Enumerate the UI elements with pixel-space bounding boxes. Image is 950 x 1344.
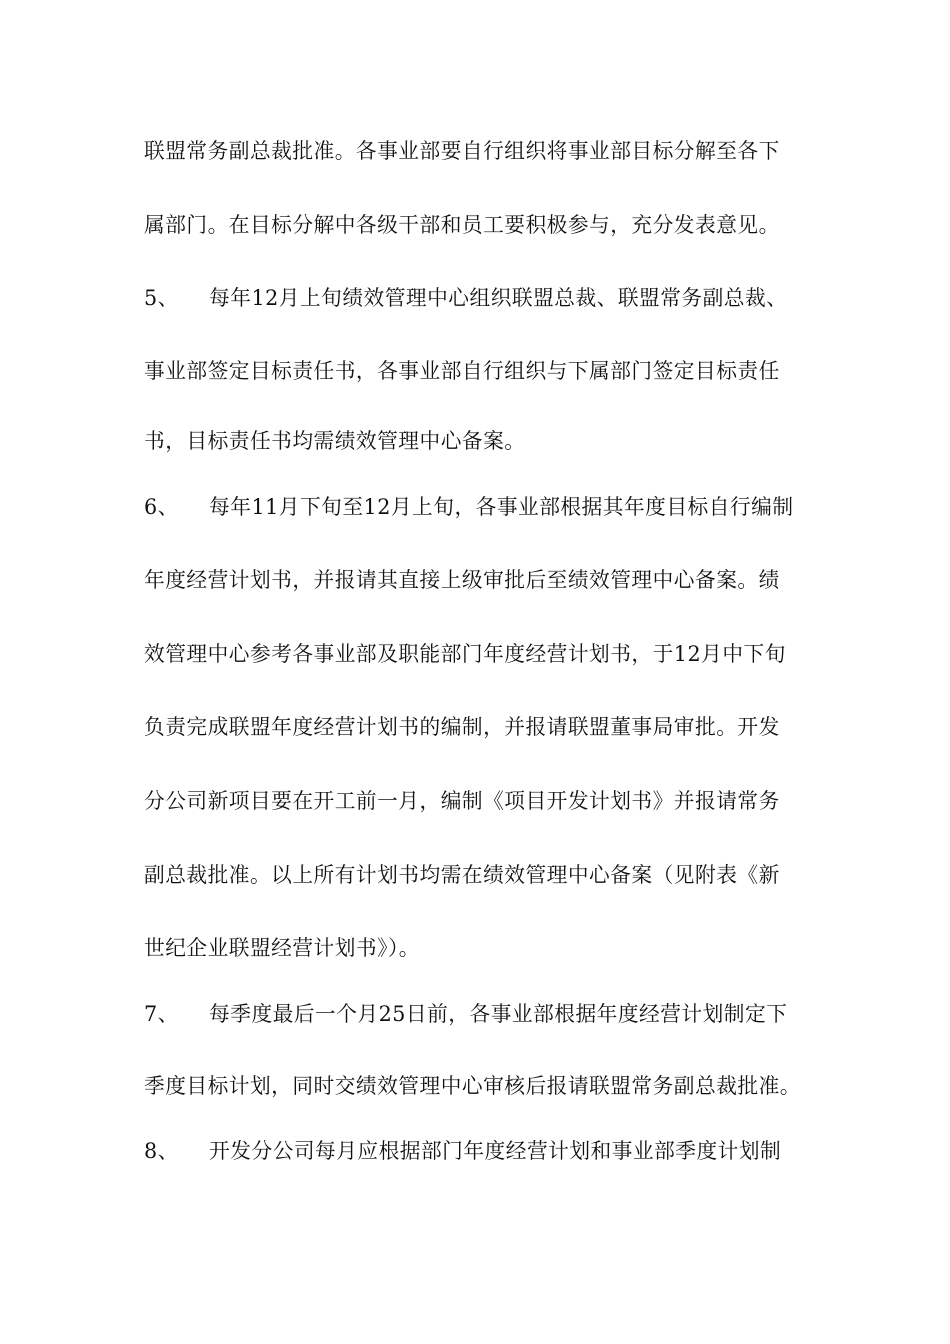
item-number: 5、 xyxy=(144,286,179,310)
text-line: 副总裁批准。以上所有计划书均需在绩效管理中心备案（见附表《新 xyxy=(144,863,780,887)
item-number: 7、 xyxy=(144,1002,179,1026)
numbered-item-5 xyxy=(144,284,834,312)
text-line: 书，目标责任书均需绩效管理中心备案。 xyxy=(144,429,526,453)
text-line: 属部门。在目标分解中各级干部和员工要积极参与，充分发表意见。 xyxy=(144,213,780,237)
numbered-item-7 xyxy=(144,1000,834,1028)
text-line: 开发分公司每月应根据部门年度经营计划和事业部季度计划制 xyxy=(209,1139,782,1163)
item-number: 6、 xyxy=(144,495,179,519)
numbered-item-8 xyxy=(144,1137,834,1165)
text-line: 每年12月上旬绩效管理中心组织联盟总裁、联盟常务副总裁、 xyxy=(209,286,788,310)
item-number: 8、 xyxy=(144,1139,179,1163)
text-line: 世纪企业联盟经营计划书》）。 xyxy=(144,936,420,960)
text-line: 季度目标计划，同时交绩效管理中心审核后报请联盟常务副总裁批准。 xyxy=(144,1074,801,1098)
text-line: 效管理中心参考各事业部及职能部门年度经营计划书，于12月中下旬 xyxy=(144,642,786,666)
text-line: 每季度最后一个月25日前，各事业部根据年度经营计划制定下 xyxy=(209,1002,788,1026)
text-line: 事业部签定目标责任书，各事业部自行组织与下属部门签定目标责任 xyxy=(144,359,780,383)
text-line: 每年11月下旬至12月上旬，各事业部根据其年度目标自行编制 xyxy=(209,495,794,519)
text-line: 年度经营计划书，并报请其直接上级审批后至绩效管理中心备案。绩 xyxy=(144,568,780,592)
text-line: 联盟常务副总裁批准。各事业部要自行组织将事业部目标分解至各下 xyxy=(144,139,780,163)
text-line: 负责完成联盟年度经营计划书的编制，并报请联盟董事局审批。开发 xyxy=(144,715,780,739)
text-line: 分公司新项目要在开工前一月，编制《项目开发计划书》并报请常务 xyxy=(144,789,780,813)
numbered-item-6 xyxy=(144,493,834,521)
